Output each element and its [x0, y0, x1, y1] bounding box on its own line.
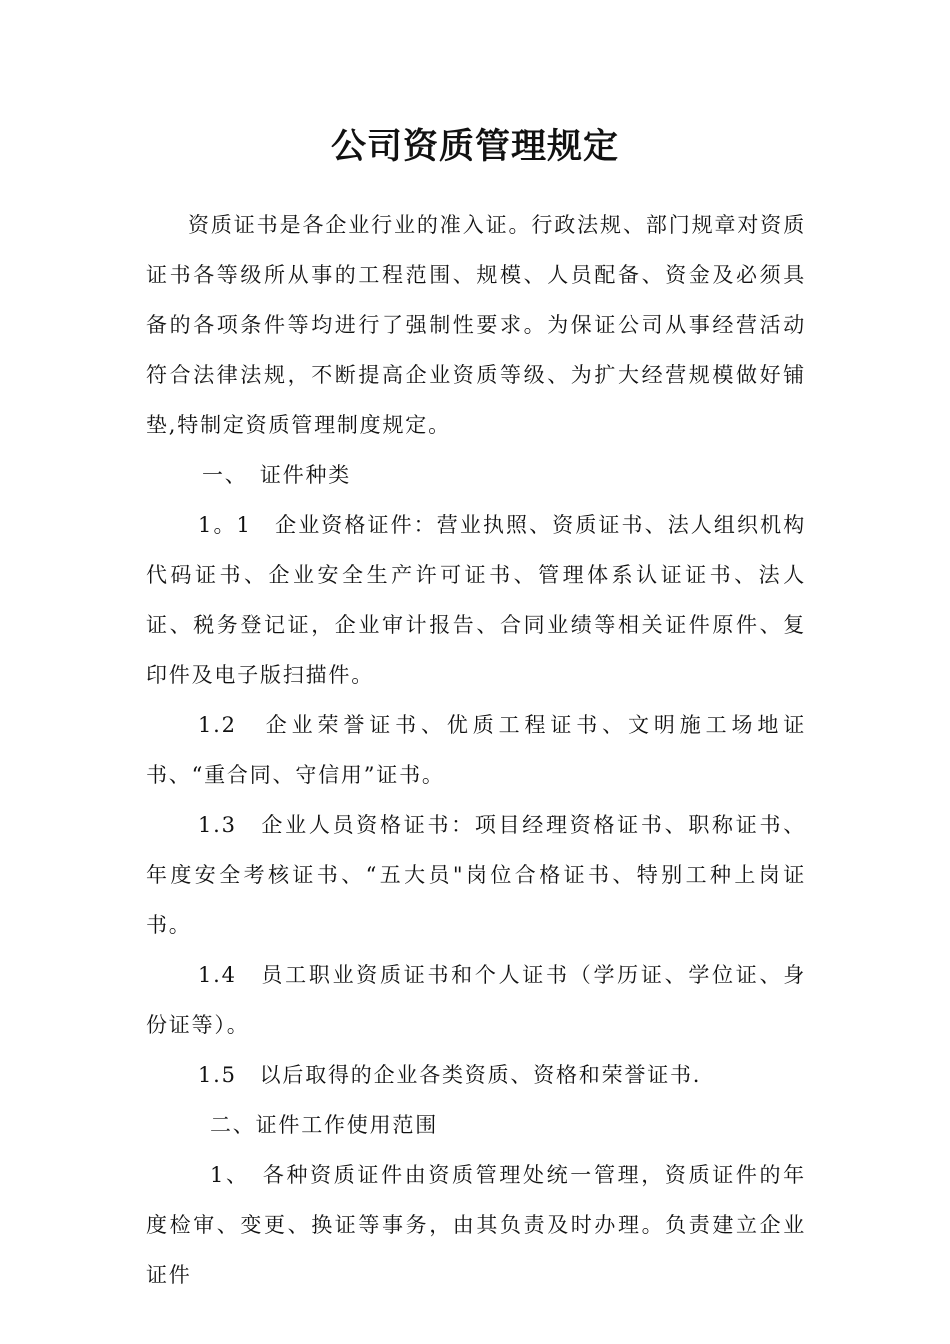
- clause-1-1: 1。1 企业资格证件：营业执照、资质证书、法人组织机构代码证书、企业安全生产许可证书、管理体系认证证书、法人证、税务登记证，企业审计报告、合同业绩等相关证件原件、复印件及电子版扫描件。: [146, 513, 806, 687]
- clause-1-3: 1.3 企业人员资格证书：项目经理资格证书、职称证书、年度安全考核证书、“五大员"岗位合格证书、特别工种上岗证书。: [146, 813, 806, 937]
- clause-1-5: 1.5 以后取得的企业各类资质、资格和荣誉证书.: [198, 1063, 702, 1087]
- intro-paragraph: 资质证书是各企业行业的准入证。行政法规、部门规章对资质证书各等级所从事的工程范围、规模、人员配备、资金及必须具备的各项条件等均进行了强制性要求。为保证公司从事经营活动符合法律法规，不断提高企业资质等级、为扩大经营规模做好铺垫,特制定资质管理制度规定。: [146, 213, 806, 437]
- section-heading-usage-scope: 二、证件工作使用范围: [210, 1113, 438, 1137]
- section-heading-certificate-types: 一、 证件种类: [202, 463, 352, 487]
- document-title: 公司资质管理规定: [330, 126, 619, 167]
- clause-2-1: 1、 各种资质证件由资质管理处统一管理，资质证件的年度检审、变更、换证等事务，由其负责及时办理。负责建立企业证件: [146, 1163, 806, 1287]
- clause-1-2: 1.2 企业荣誉证书、优质工程证书、文明施工场地证书、“重合同、守信用”证书。: [146, 713, 806, 787]
- clause-1-4: 1.4 员工职业资质证书和个人证书（学历证、学位证、身份证等）。: [146, 963, 806, 1037]
- document-body: [146, 200, 806, 1300]
